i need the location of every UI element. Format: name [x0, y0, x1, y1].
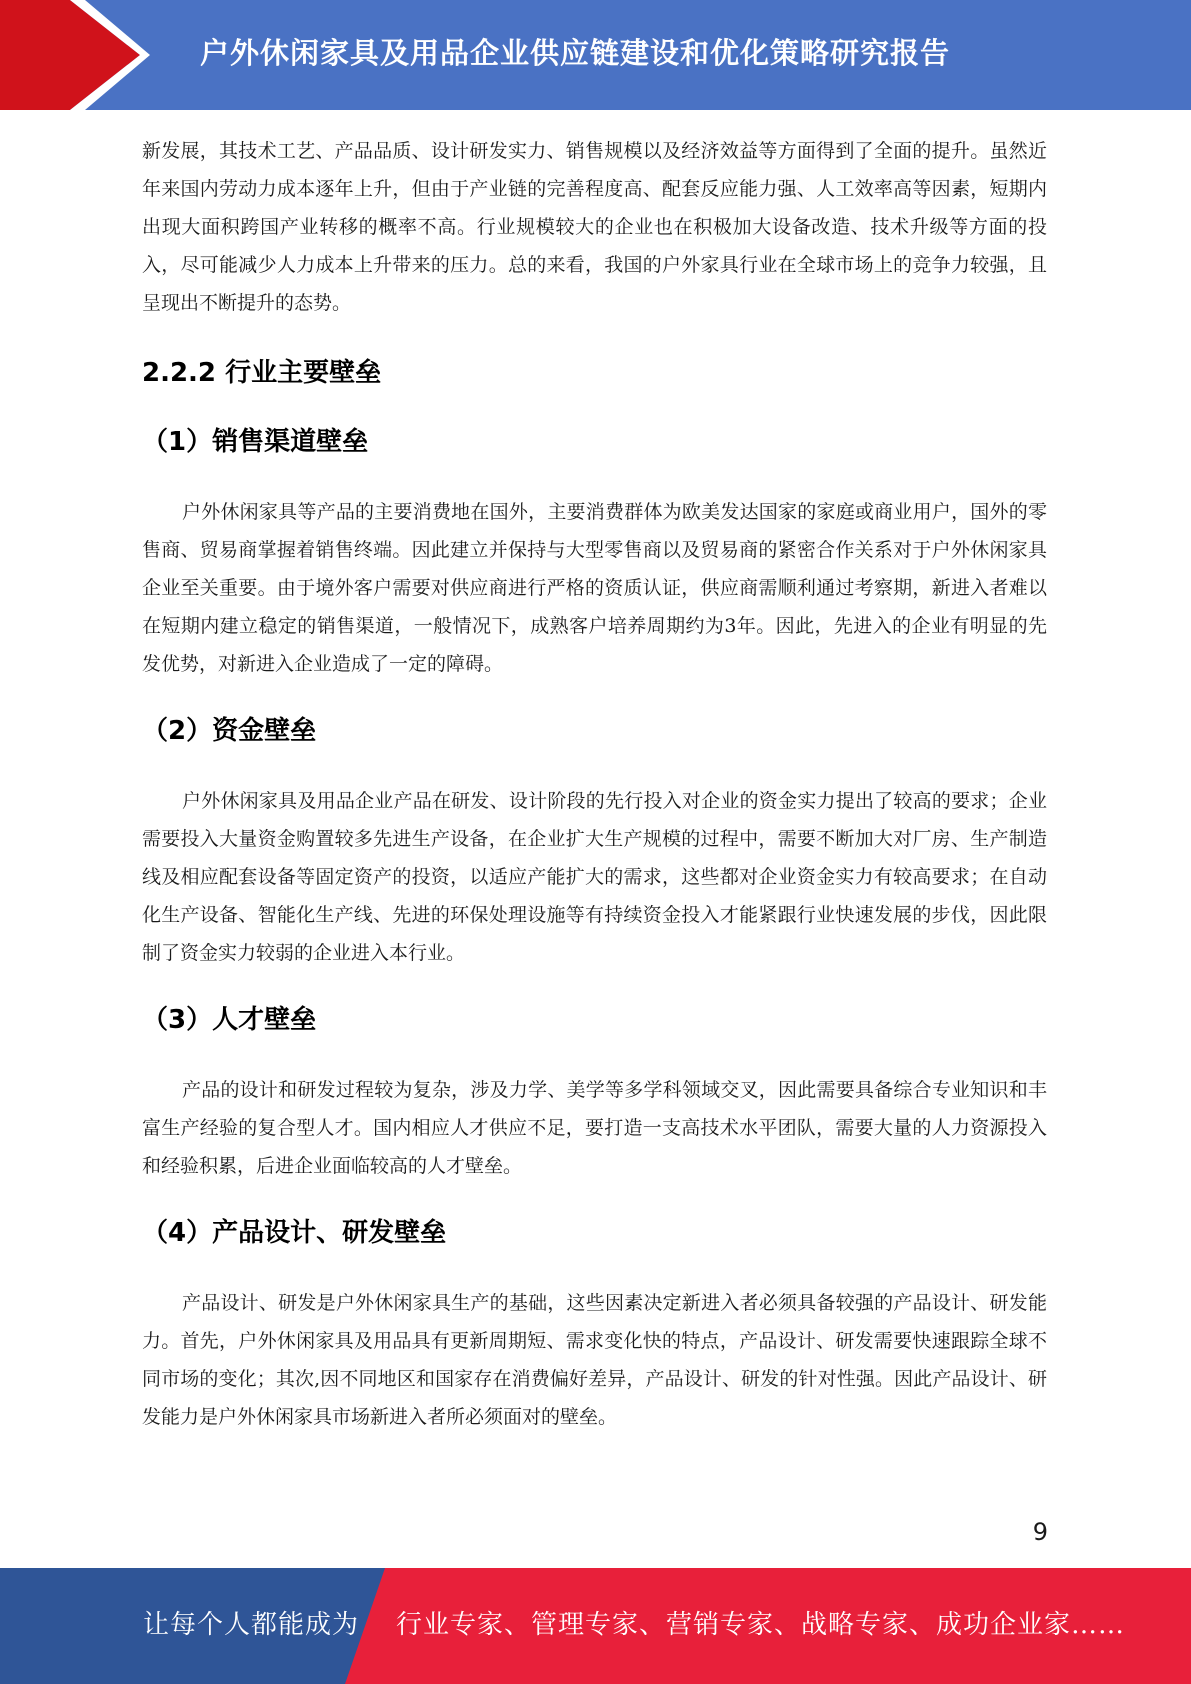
subsection-heading-sales-channel: （1）销售渠道壁垒 — [142, 427, 369, 457]
header-title: 户外休闲家具及用品企业供应链建设和优化策略研究报告 — [200, 36, 951, 70]
header-red-shape — [0, 0, 140, 110]
subsection-text-sales-channel: 户外休闲家具等产品的主要消费地在国外，主要消费群体为欧美发达国家的家庭或商业用户，国外的零售商、贸易商掌握着销售终端。因此建立并保持与大型零售商以及贸易商的紧密合作关系对于户外休闲家具企业至关重要。由于境外客户需要对供应商进行严格的资质认证，供应商需顺利通过考察期，新进入者难以在短期内建立稳定的销售渠道，一般情况下，成熟客户培养周期约为3年。因此，先进入的企业有明显的先发优势，对新进入企业造成了一定的障碍。 — [142, 501, 1047, 675]
intro-paragraph: 新发展，其技术工艺、产品品质、设计研发实力、销售规模以及经济效益等方面得到了全面的提升。虽然近年来国内劳动力成本逐年上升，但由于产业链的完善程度高、配套反应能力强、人工效率高等因素，短期内出现大面积跨国产业转移的概率不高。行业规模较大的企业也在积极加大设备改造、技术升级等方面的投入，尽可能减少人力成本上升带来的压力。总的来看，我国的户外家具行业在全球市场上的竞争力较强，且呈现出不断提升的态势。 — [142, 140, 1047, 314]
header-chevron-icon — [0, 0, 160, 110]
subsection-heading-capital: （2）资金壁垒 — [142, 716, 317, 746]
subsection-text-design-rd: 产品设计、研发是户外休闲家具生产的基础，这些因素决定新进入者必须具备较强的产品设计、研发能力。首先，户外休闲家具及用品具有更新周期短、需求变化快的特点，产品设计、研发需要快速跟踪全球不同市场的变化；其次,因不同地区和国家存在消费偏好差异，产品设计、研发的针对性强。因此产品设计、研发能力是户外休闲家具市场新进入者所必须面对的壁垒。 — [142, 1292, 1047, 1428]
page-header — [0, 0, 1191, 110]
page-number: 9 — [1032, 1518, 1048, 1546]
page-footer — [0, 1568, 1191, 1684]
subsection-text-talent: 产品的设计和研发过程较为复杂，涉及力学、美学等多学科领域交叉，因此需要具备综合专业知识和丰富生产经验的复合型人才。国内相应人才供应不足，要打造一支高技术水平团队，需要大量的人力资源投入和经验积累，后进企业面临较高的人才壁垒。 — [142, 1079, 1047, 1177]
page-content — [142, 132, 1047, 1436]
section-heading: 2.2.2 行业主要壁垒 — [142, 358, 382, 388]
footer-slogan-left: 让每个人都能成为 — [143, 1610, 360, 1640]
subsection-heading-design-rd: （4）产品设计、研发壁垒 — [142, 1218, 447, 1248]
footer-slogan-right: 行业专家、管理专家、营销专家、战略专家、成功企业家…… — [396, 1610, 1126, 1640]
subsection-text-capital: 户外休闲家具及用品企业产品在研发、设计阶段的先行投入对企业的资金实力提出了较高的要求；企业需要投入大量资金购置较多先进生产设备，在企业扩大生产规模的过程中，需要不断加大对厂房、生产制造线及相应配套设备等固定资产的投资，以适应产能扩大的需求，这些都对企业资金实力有较高要求；在自动化生产设备、智能化生产线、先进的环保处理设施等有持续资金投入才能紧跟行业快速发展的步伐，因此限制了资金实力较弱的企业进入本行业。 — [142, 790, 1047, 964]
subsection-heading-talent: （3）人才壁垒 — [142, 1005, 317, 1035]
